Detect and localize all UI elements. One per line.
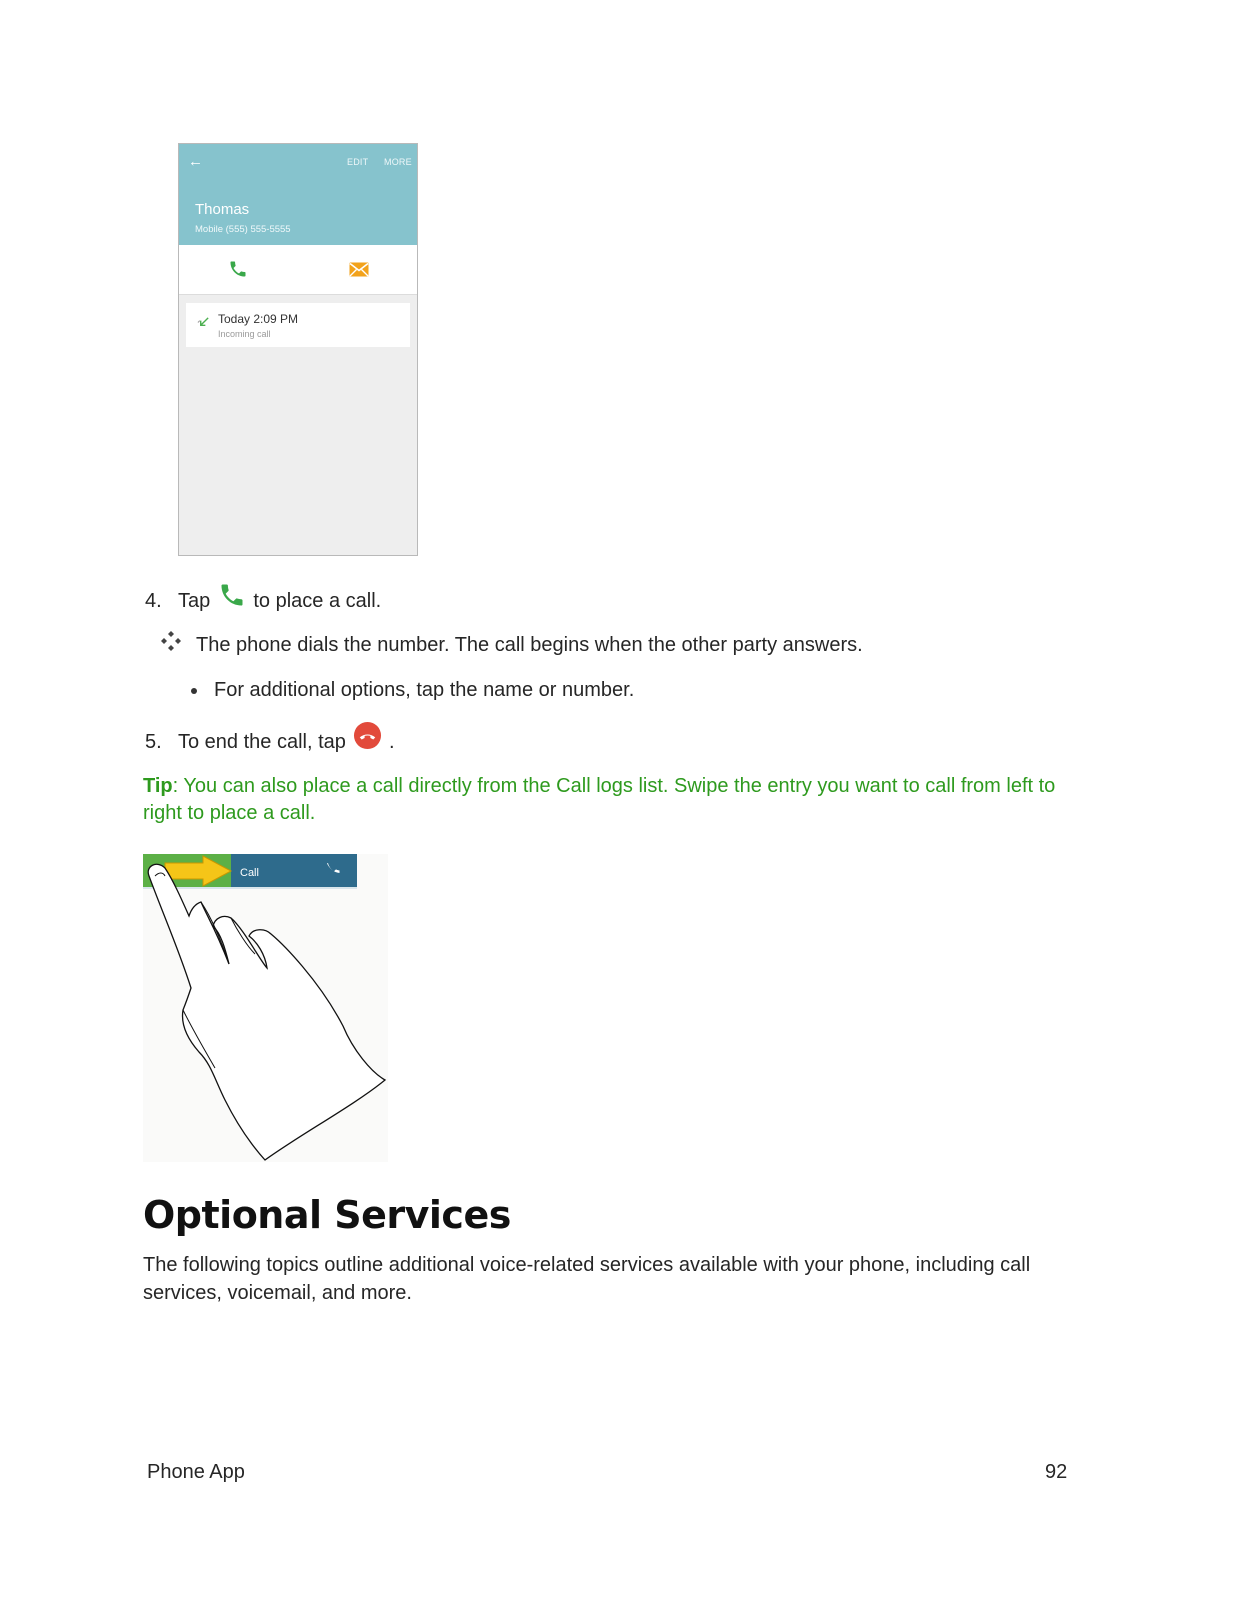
swipe-call-label: Call [240, 867, 259, 879]
step-5-number: 5. [145, 731, 162, 753]
step-5-after: . [389, 731, 395, 753]
step-4-text [178, 580, 381, 610]
call-type: Incoming call [218, 329, 271, 339]
step-4-number: 4. [145, 590, 162, 612]
section-title: Optional Services [143, 1193, 511, 1237]
tip-paragraph [143, 773, 1083, 827]
contact-header [179, 144, 417, 245]
page-number: 92 [1045, 1461, 1068, 1483]
contact-actions [179, 245, 417, 295]
bullet-text: For additional options, tap the name or number. [214, 679, 635, 701]
contact-detail-screenshot [178, 143, 418, 556]
result-diamond-icon [160, 630, 182, 652]
phone-call-icon[interactable] [228, 258, 248, 280]
tip-text: : You can also place a call directly from the Call logs list. Swipe the entry you want to call from left to right to place a call. [143, 775, 1056, 824]
more-button[interactable]: MORE [384, 157, 412, 167]
step-5-text [178, 721, 395, 753]
incoming-call-icon [197, 316, 210, 329]
step-4-before: Tap [178, 590, 211, 612]
bullet-dot [191, 688, 197, 694]
contact-name: Thomas [195, 201, 250, 218]
call-log-entry[interactable] [186, 303, 410, 347]
end-call-icon [353, 721, 382, 750]
step-4-after: to place a call. [253, 590, 382, 612]
back-arrow-icon[interactable]: ← [188, 153, 203, 170]
section-paragraph: The following topics outline additional voice-related services available with your phone, including call services, voicemail, and more. [143, 1254, 1031, 1304]
footer-section-name: Phone App [147, 1461, 245, 1483]
swipe-to-call-illustration [143, 854, 388, 1162]
tip-label: Tip [143, 775, 173, 797]
step-5-before: To end the call, tap [178, 731, 346, 753]
contact-number: Mobile (555) 555-5555 [195, 224, 291, 235]
call-time: Today 2:09 PM [218, 312, 299, 326]
result-text: The phone dials the number. The call begins when the other party answers. [196, 634, 863, 656]
message-icon[interactable] [349, 262, 369, 277]
edit-button[interactable]: EDIT [347, 157, 369, 167]
phone-call-icon [218, 580, 246, 610]
